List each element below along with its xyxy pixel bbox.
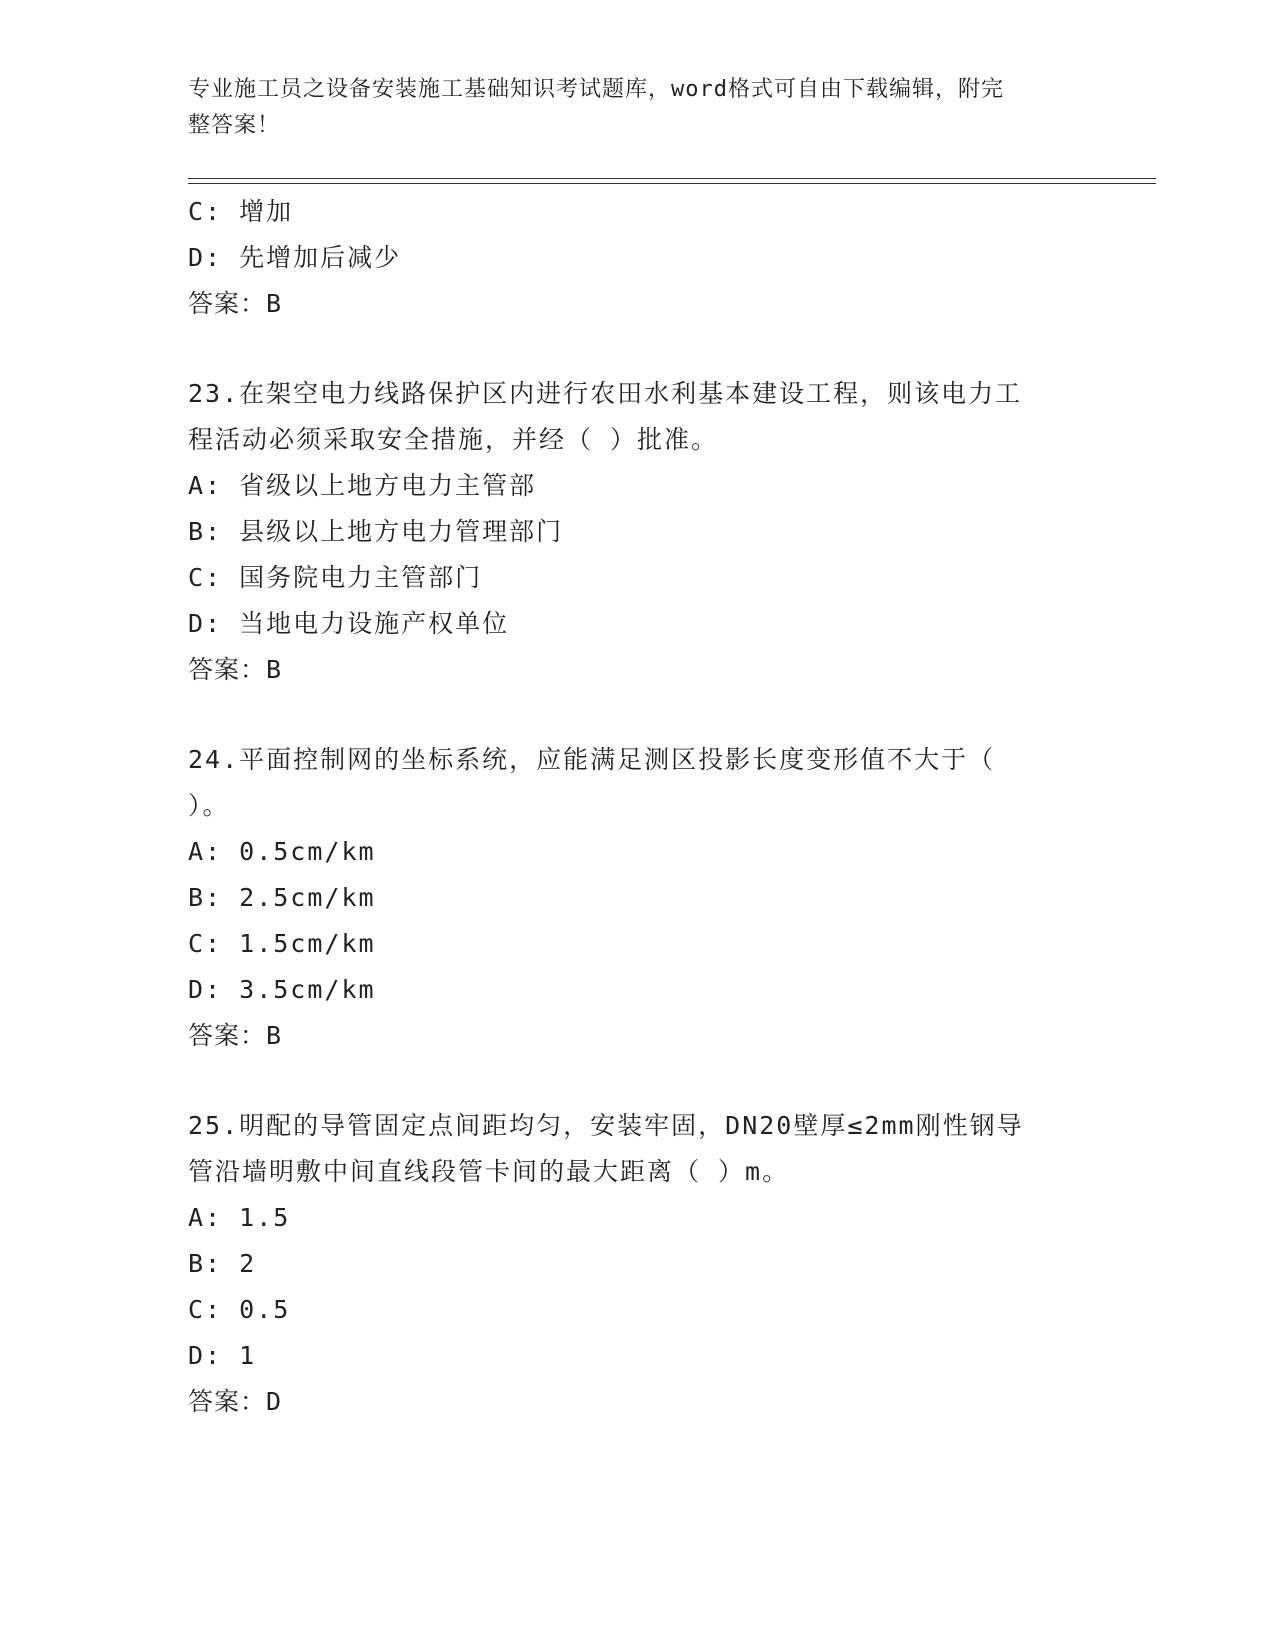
header-divider-top xyxy=(188,178,1156,179)
answer-line: 答案：D xyxy=(188,1387,283,1416)
option-c: C: 国务院电力主管部门 xyxy=(188,563,483,592)
spacer xyxy=(188,327,1088,371)
header-divider-bottom xyxy=(188,183,1156,184)
answer-line: 答案：B xyxy=(188,1021,283,1050)
option-a: A: 0.5cm/km xyxy=(188,837,376,866)
answer-line: 答案：B xyxy=(188,655,283,684)
header-line-2: 整答案！ xyxy=(188,113,281,138)
question-stem-line-1: 23.在架空电力线路保护区内进行农田水利基本建设工程，则该电力工 xyxy=(188,379,1023,408)
question-stem-line-2: 管沿墙明敷中间直线段管卡间的最大距离（ ）m。 xyxy=(188,1157,790,1186)
option-c: C: 1.5cm/km xyxy=(188,929,376,958)
spacer xyxy=(188,1059,1088,1103)
option-d: D: 3.5cm/km xyxy=(188,975,376,1004)
page-header xyxy=(188,72,1088,144)
question-list xyxy=(188,189,1088,1425)
option-c: C: 0.5 xyxy=(188,1295,291,1324)
question-stem-line-2: ）。 xyxy=(188,791,230,820)
answer-line: 答案：B xyxy=(188,289,283,318)
question-stem-line-2: 程活动必须采取安全措施，并经（ ）批准。 xyxy=(188,425,719,454)
option-b: B: 2.5cm/km xyxy=(188,883,376,912)
option-c: C: 增加 xyxy=(188,197,294,226)
option-d: D: 当地电力设施产权单位 xyxy=(188,609,510,638)
spacer xyxy=(188,693,1088,737)
option-a: A: 1.5 xyxy=(188,1203,291,1232)
question-stem-line-1: 24.平面控制网的坐标系统，应能满足测区投影长度变形值不大于（ xyxy=(188,745,996,774)
question-24 xyxy=(188,737,1088,1059)
header-line-1: 专业施工员之设备安装施工基础知识考试题库，word格式可自由下载编辑，附完 xyxy=(188,77,1004,102)
option-b: B: 2 xyxy=(188,1249,257,1278)
question-25 xyxy=(188,1103,1088,1425)
option-a: A: 省级以上地方电力主管部 xyxy=(188,471,537,500)
question-stem-line-1: 25.明配的导管固定点间距均匀，安装牢固，DN20壁厚≤2mm刚性钢导 xyxy=(188,1111,1024,1140)
question-23 xyxy=(188,371,1088,693)
option-d: D: 先增加后减少 xyxy=(188,243,402,272)
option-d: D: 1 xyxy=(188,1341,257,1370)
previous-question-tail xyxy=(188,189,1088,327)
option-b: B: 县级以上地方电力管理部门 xyxy=(188,517,564,546)
